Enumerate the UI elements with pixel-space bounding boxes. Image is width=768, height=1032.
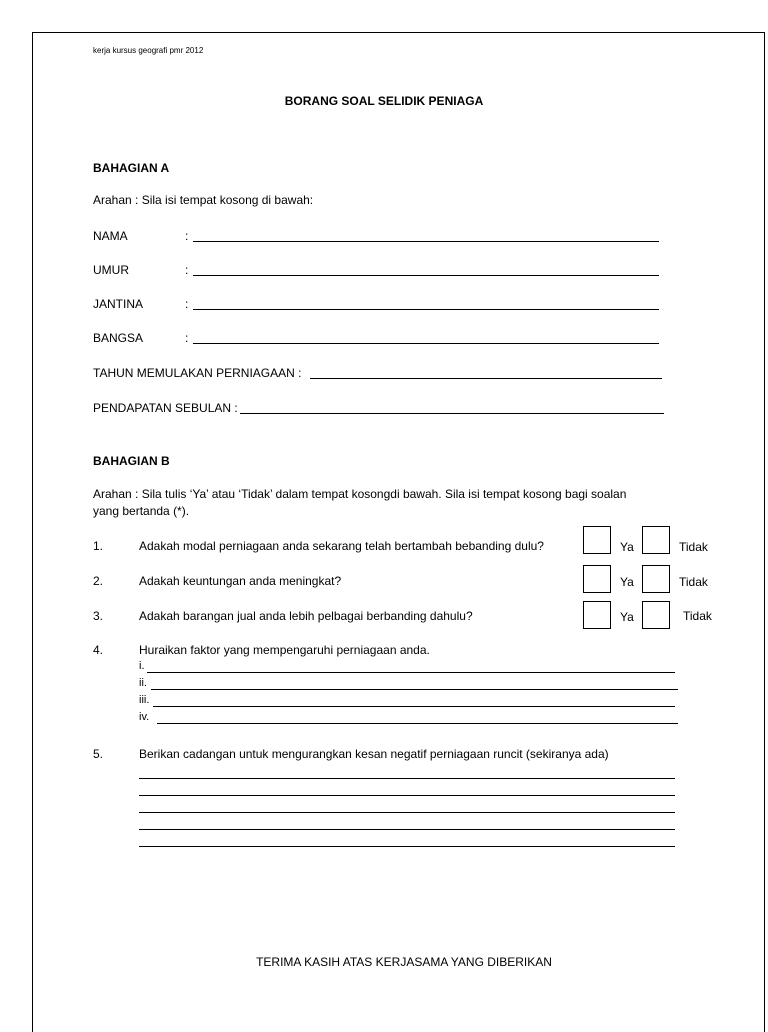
sub-item-label: i. xyxy=(139,660,145,672)
question-text: Adakah modal perniagaan anda sekarang telah bertambah bebanding dulu? xyxy=(139,539,544,553)
form-title: BORANG SOAL SELIDIK PENIAGA xyxy=(284,94,484,108)
answer-line[interactable] xyxy=(139,778,675,779)
question-text: Berikan cadangan untuk mengurangkan kesan negatif perniagaan runcit (sekiranya ada) xyxy=(139,747,609,761)
answer-line[interactable] xyxy=(139,812,675,813)
no-checkbox[interactable] xyxy=(642,526,670,554)
no-label: Tidak xyxy=(683,609,712,623)
question-number: 3. xyxy=(93,609,104,623)
answer-line[interactable] xyxy=(151,689,678,690)
field-colon: : xyxy=(185,229,189,243)
field-label: PENDAPATAN SEBULAN : xyxy=(93,401,238,415)
question-number: 2. xyxy=(93,574,104,588)
field-input-line[interactable] xyxy=(310,378,662,379)
sub-item-label: ii. xyxy=(139,677,147,689)
field-input-line[interactable] xyxy=(193,275,659,276)
answer-line[interactable] xyxy=(139,829,675,830)
field-label: NAMA xyxy=(93,229,128,243)
answer-line[interactable] xyxy=(139,846,675,847)
question-number: 4. xyxy=(93,643,104,657)
field-label: BANGSA xyxy=(93,331,144,345)
question-number: 5. xyxy=(93,747,104,761)
sub-item-label: iv. xyxy=(139,711,150,723)
field-input-line[interactable] xyxy=(193,309,659,310)
field-input-line[interactable] xyxy=(193,343,659,344)
field-colon: : xyxy=(185,331,189,345)
field-colon: : xyxy=(185,263,189,277)
question-text: Adakah barangan jual anda lebih pelbagai berbanding dahulu? xyxy=(139,609,473,623)
course-note: kerja kursus geografi pmr 2012 xyxy=(93,46,204,55)
field-label: JANTINA xyxy=(93,297,144,311)
answer-line[interactable] xyxy=(153,706,675,707)
yes-label: Ya xyxy=(620,540,634,554)
answer-line[interactable] xyxy=(139,795,675,796)
section-b-heading: BAHAGIAN B xyxy=(93,454,170,468)
yes-label: Ya xyxy=(620,610,634,624)
sub-item-label: iii. xyxy=(139,694,150,706)
no-label: Tidak xyxy=(679,540,708,554)
field-input-line[interactable] xyxy=(240,413,664,414)
yes-checkbox[interactable] xyxy=(583,526,611,554)
answer-line[interactable] xyxy=(157,723,678,724)
no-label: Tidak xyxy=(679,575,708,589)
question-number: 1. xyxy=(93,539,104,553)
section-a-heading: BAHAGIAN A xyxy=(93,161,170,175)
no-checkbox[interactable] xyxy=(642,601,670,629)
section-b-instruction-line1: Arahan : Sila tulis ‘Ya’ atau ‘Tidak’ dalam tempat kosongdi bawah. Sila isi tempat kosong bagi soalan xyxy=(93,487,627,501)
question-text: Adakah keuntungan anda meningkat? xyxy=(139,574,342,588)
thank-you-note: TERIMA KASIH ATAS KERJASAMA YANG DIBERIKAN xyxy=(256,955,552,969)
yes-checkbox[interactable] xyxy=(583,565,611,593)
field-label: UMUR xyxy=(93,263,129,277)
field-label: TAHUN MEMULAKAN PERNIAGAAN : xyxy=(93,366,302,380)
section-b-instruction-line2: yang bertanda (*). xyxy=(93,504,190,518)
field-input-line[interactable] xyxy=(193,241,659,242)
yes-checkbox[interactable] xyxy=(583,601,611,629)
yes-label: Ya xyxy=(620,575,634,589)
section-a-instruction: Arahan : Sila isi tempat kosong di bawah: xyxy=(93,193,314,207)
question-text: Huraikan faktor yang mempengaruhi perniagaan anda. xyxy=(139,643,430,657)
answer-line[interactable] xyxy=(147,672,675,673)
field-colon: : xyxy=(185,297,189,311)
no-checkbox[interactable] xyxy=(642,565,670,593)
